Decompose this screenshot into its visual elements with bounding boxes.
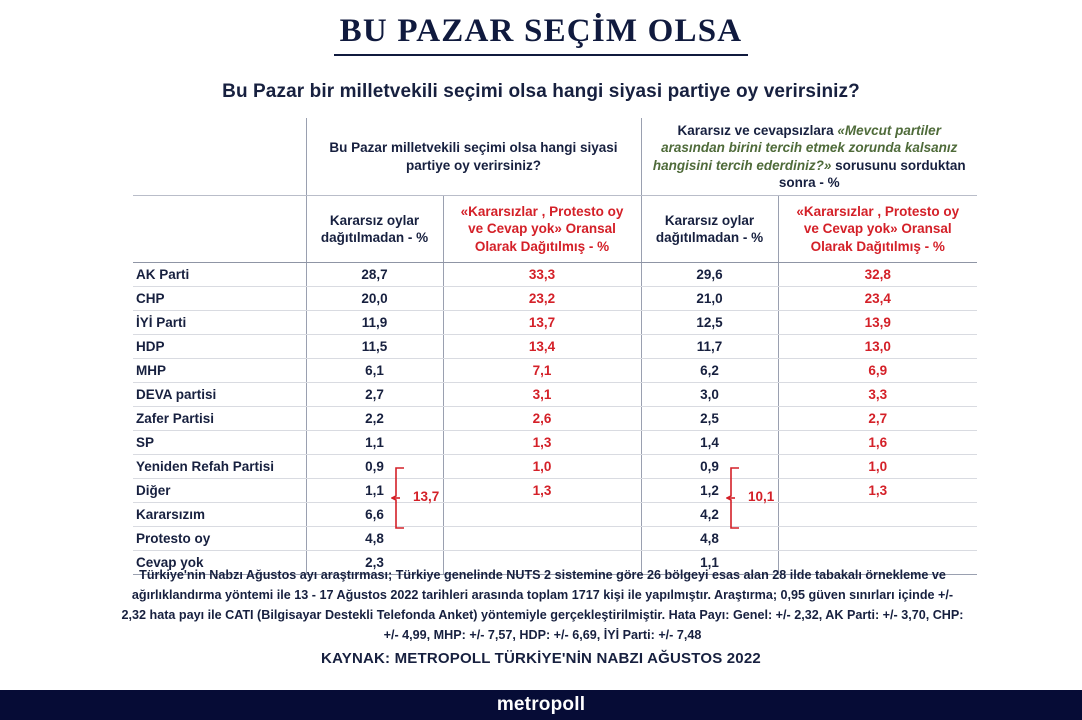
cell-distributed-1: 1,3 bbox=[443, 431, 641, 455]
cell-undistributed-2: 1,4 bbox=[641, 431, 778, 455]
cell-undistributed-1: 2,7 bbox=[306, 383, 443, 407]
cell-undistributed-1: 1,1 bbox=[306, 479, 443, 503]
cell-undistributed-2: 4,2 bbox=[641, 503, 778, 527]
table-row bbox=[133, 311, 977, 335]
page-header bbox=[0, 0, 1082, 56]
cell-distributed-2: 13,0 bbox=[778, 335, 977, 359]
cell-distributed-2: 1,6 bbox=[778, 431, 977, 455]
poll-table bbox=[133, 118, 977, 575]
table-row bbox=[133, 287, 977, 311]
cell-distributed-1: 2,6 bbox=[443, 407, 641, 431]
cell-undistributed-2: 6,2 bbox=[641, 359, 778, 383]
cell-undistributed-1: 1,1 bbox=[306, 431, 443, 455]
corner-cell-2 bbox=[133, 196, 306, 263]
cell-distributed-1: 3,1 bbox=[443, 383, 641, 407]
table-row bbox=[133, 407, 977, 431]
cell-distributed-1 bbox=[443, 503, 641, 527]
row-label: Cevap yok bbox=[133, 551, 306, 575]
table-row bbox=[133, 431, 977, 455]
cell-undistributed-2: 11,7 bbox=[641, 335, 778, 359]
cell-undistributed-1: 0,9 bbox=[306, 455, 443, 479]
cell-undistributed-2: 4,8 bbox=[641, 527, 778, 551]
table-row bbox=[133, 479, 977, 503]
column-header-undistributed-2: Kararsız oylar dağıtılmadan - % bbox=[641, 196, 778, 263]
cell-distributed-1: 23,2 bbox=[443, 287, 641, 311]
cell-distributed-2: 13,9 bbox=[778, 311, 977, 335]
cell-distributed-2: 23,4 bbox=[778, 287, 977, 311]
cell-distributed-2: 1,3 bbox=[778, 479, 977, 503]
row-label: İYİ Parti bbox=[133, 311, 306, 335]
row-label: DEVA partisi bbox=[133, 383, 306, 407]
table-group-header-row bbox=[133, 118, 977, 196]
group-header-second-question bbox=[641, 118, 977, 196]
cell-undistributed-2: 1,1 bbox=[641, 551, 778, 575]
brand-logo-text: metropoll bbox=[496, 694, 586, 715]
cell-distributed-2: 32,8 bbox=[778, 263, 977, 287]
cell-distributed-1: 1,3 bbox=[443, 479, 641, 503]
cell-undistributed-2: 2,5 bbox=[641, 407, 778, 431]
table-row bbox=[133, 335, 977, 359]
column-header-distributed-1: «Kararsızlar , Protesto oy ve Cevap yok» Oransal Olarak Dağıtılmış - % bbox=[443, 196, 641, 263]
source-line: KAYNAK: METROPOLL TÜRKİYE'NİN NABZI AĞUSTOS 2022 bbox=[321, 650, 761, 667]
table-row bbox=[133, 527, 977, 551]
row-label: Protesto oy bbox=[133, 527, 306, 551]
cell-undistributed-2: 21,0 bbox=[641, 287, 778, 311]
row-label: Yeniden Refah Partisi bbox=[133, 455, 306, 479]
row-label: SP bbox=[133, 431, 306, 455]
row-label: Zafer Partisi bbox=[133, 407, 306, 431]
table-row bbox=[133, 383, 977, 407]
cell-undistributed-2: 0,9 bbox=[641, 455, 778, 479]
cell-distributed-1 bbox=[443, 527, 641, 551]
cell-undistributed-1: 11,5 bbox=[306, 335, 443, 359]
cell-distributed-2 bbox=[778, 503, 977, 527]
corner-cell bbox=[133, 118, 306, 196]
table-row bbox=[133, 503, 977, 527]
cell-distributed-2: 1,0 bbox=[778, 455, 977, 479]
cell-distributed-2: 2,7 bbox=[778, 407, 977, 431]
cell-distributed-1: 13,7 bbox=[443, 311, 641, 335]
cell-undistributed-2: 12,5 bbox=[641, 311, 778, 335]
cell-undistributed-1: 6,1 bbox=[306, 359, 443, 383]
group-header-lead: Kararsız ve cevapsızlara bbox=[677, 123, 838, 138]
column-header-undistributed-1: Kararsız oylar dağıtılmadan - % bbox=[306, 196, 443, 263]
cell-undistributed-1: 11,9 bbox=[306, 311, 443, 335]
row-label: Kararsızım bbox=[133, 503, 306, 527]
cell-undistributed-1: 20,0 bbox=[306, 287, 443, 311]
cell-undistributed-1: 6,6 bbox=[306, 503, 443, 527]
cell-undistributed-1: 2,3 bbox=[306, 551, 443, 575]
page-subtitle: Bu Pazar bir milletvekili seçimi olsa hangi siyasi partiye oy verirsiniz? bbox=[222, 80, 860, 102]
footer-bar bbox=[0, 690, 1082, 720]
cell-distributed-2: 3,3 bbox=[778, 383, 977, 407]
row-label: Diğer bbox=[133, 479, 306, 503]
group-header-first-question: Bu Pazar milletvekili seçimi olsa hangi siyasi partiye oy verirsiniz? bbox=[306, 118, 641, 196]
row-label: AK Parti bbox=[133, 263, 306, 287]
group-header-quote: «Mevcut partiler arasından birini tercih etmek zorunda kalsanız hangisini tercih ederdiniz?» bbox=[652, 123, 958, 173]
cell-undistributed-2: 3,0 bbox=[641, 383, 778, 407]
cell-distributed-1: 13,4 bbox=[443, 335, 641, 359]
table-row bbox=[133, 263, 977, 287]
cell-undistributed-1: 2,2 bbox=[306, 407, 443, 431]
methodology-footnote: Türkiye'nin Nabzı Ağustos ayı araştırması; Türkiye genelinde NUTS 2 sistemine göre 26 bölgeyi esas alan 28 ilde tabakalı örnekleme ve ağırlıklandırma yöntemi ile 13 - 17 Ağustos 2022 tarihleri arasında toplam 1717 kişi ile yapılmıştır. Araştırma; 0,95 güven sınırları içinde +/- 2,32 hata payı ile CATI (Bilgisayar Destekli Telefonda Anket) yöntemiyle gerçekleştirilmiştir. Hata Payı: Genel: +/- 2,32, AK Parti: +/- 3,70, CHP: +/- 4,99, MHP: +/- 7,57, HDP: +/- 6,69, İYİ Parti: +/- 7,48 bbox=[121, 568, 964, 642]
column-header-distributed-2: «Kararsızlar , Protesto oy ve Cevap yok» Oransal Olarak Dağıtılmış - % bbox=[778, 196, 977, 263]
cell-undistributed-2: 1,2 bbox=[641, 479, 778, 503]
cell-undistributed-2: 29,6 bbox=[641, 263, 778, 287]
bracket-total-left-value: 13,7 bbox=[413, 489, 440, 504]
cell-distributed-2 bbox=[778, 527, 977, 551]
cell-distributed-1: 7,1 bbox=[443, 359, 641, 383]
poll-table-container bbox=[133, 118, 977, 575]
cell-distributed-1: 1,0 bbox=[443, 455, 641, 479]
group-header-tail: sorusunu sorduktan sonra - % bbox=[778, 157, 966, 190]
cell-undistributed-1: 28,7 bbox=[306, 263, 443, 287]
row-label: MHP bbox=[133, 359, 306, 383]
poll-table-body bbox=[133, 263, 977, 575]
bracket-total-right-value: 10,1 bbox=[748, 489, 775, 504]
table-sub-header-row bbox=[133, 196, 977, 263]
cell-undistributed-1: 4,8 bbox=[306, 527, 443, 551]
cell-distributed-2: 6,9 bbox=[778, 359, 977, 383]
table-row bbox=[133, 359, 977, 383]
cell-distributed-1: 33,3 bbox=[443, 263, 641, 287]
table-row bbox=[133, 455, 977, 479]
row-label: HDP bbox=[133, 335, 306, 359]
row-label: CHP bbox=[133, 287, 306, 311]
page-title: BU PAZAR SEÇİM OLSA bbox=[334, 14, 749, 56]
